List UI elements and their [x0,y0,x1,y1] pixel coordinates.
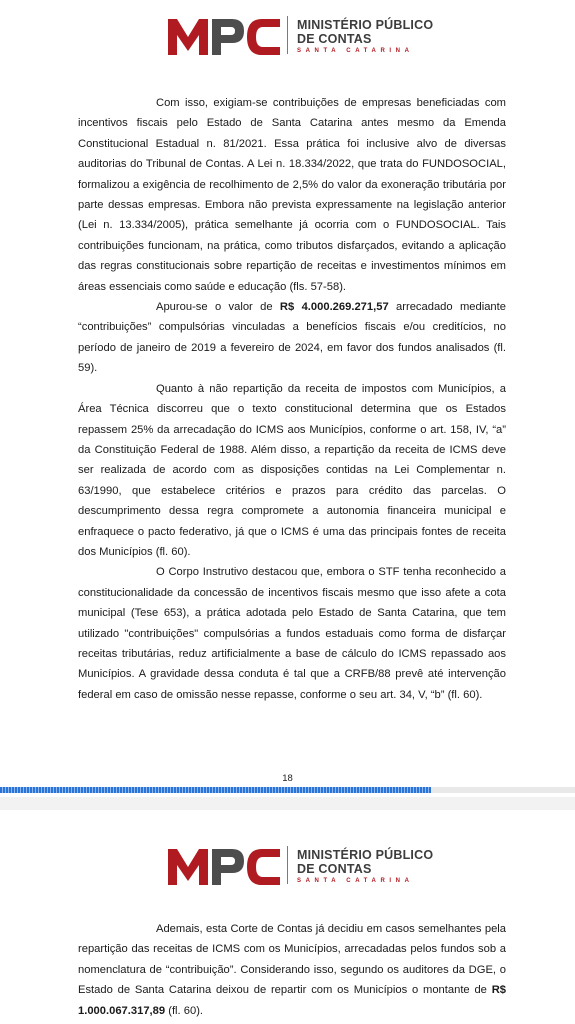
page-body [78,93,506,705]
mpc-logo-mark [168,17,280,55]
highlighted-amount: R$ 1.000.067.317,89 [78,984,506,1017]
highlighted-amount: R$ 4.000.269.271,57 [279,301,389,314]
mpc-logo [168,844,434,890]
paragraph: Com isso, exigiam-se contribuições de empresas beneficiadas com incentivos fiscais pelo Estado de Santa Catarina antes mesmo da Emenda Constitucional Estadual n. 81/2021. Essa prática foi inclusive alvo de diversas auditorias do Tribunal de Contas. A Lei n. 18.334/2022, que trata do FUNDOSOCIAL, formalizou a exigência de recolhimento de 2,5% do valor da exoneração tributária por parte dessas empresas. Embora não prevista expressamente na legislação anterior (Lei n. 13.334/2005), prática semelhante já ocorria com o FUNDOSOCIAL. Tais contribuições funcionam, na prática, como tributos disfarçados, evitando a aplicação das regras constitucionais sobre repartição de receitas e investimentos mínimos em áreas essenciais como saúde e educação (fls. 57-58). [78,97,506,293]
logo-separator [287,846,288,884]
logo-line-2: DE CONTAS [297,32,372,46]
logo-line-2: DE CONTAS [297,862,372,876]
page-body [78,919,506,1021]
logo-line-1: MINISTÉRIO PÚBLICO [297,848,434,862]
mpc-logo [168,14,434,60]
paragraph: Apurou-se o valor de R$ 4.000.269.271,57 arrecadado mediante “contribuições” compulsórias vinculadas a benefícios fiscais e/ou creditícios, no período de janeiro de 2019 a fevereiro de 2024, em favor dos fundos analisados (fl. 59). [78,301,506,375]
page-number: 18 [282,773,293,784]
scroll-progress-bar[interactable] [0,787,575,793]
logo-line-3: SANTA CATARINA [297,48,414,54]
mpc-logo-mark [168,847,280,885]
paragraph: Ademais, esta Corte de Contas já decidiu em casos semelhantes pela repartição das receitas de ICMS com os Municípios, arrecadadas pelos fundos sob a nomenclatura de “contribuição”. Considerando isso, segundo os auditores da DGE, o Estado de Santa Catarina deixou de repartir com os Municípios o montante de R$ 1.000.067.317,89 (fl. 60). [78,923,506,1017]
logo-line-1: MINISTÉRIO PÚBLICO [297,18,434,32]
logo-separator [287,16,288,54]
paragraph: Quanto à não repartição da receita de impostos com Municípios, a Área Técnica discorreu que o texto constitucional determina que os Estados repassem 25% da arrecadação do ICMS aos Municípios, conforme o art. 158, IV, “a” da Constituição Federal de 1988. Além disso, a repartição da receita de ICMS deve ser realizada de acordo com as disposições contidas na Lei Complementar n. 63/1990, que estabelece critérios e prazos para crédito das parcelas. O descumprimento dessa regra compromete a autonomia financeira municipal e enfraquece o pacto federativo, já que o ICMS é uma das principais fontes de receita dos Municípios (fl. 60). [78,382,506,558]
logo-line-3: SANTA CATARINA [297,878,414,884]
scroll-progress-fill [0,787,431,793]
paragraph: O Corpo Instrutivo destacou que, embora o STF tenha reconhecido a constitucionalidade da concessão de incentivos fiscais mesmo que isso afete a cota municipal (Tese 653), a prática adotada pelo Estado de Santa Catarina, que tem utilizado "contribuições" compulsórias a fundos estaduais como forma de disfarçar receitas tributárias, reduz artificialmente a base de cálculo do ICMS repassado aos Municípios. A gravidade dessa conduta é tal que a CRFB/88 prevê até intervenção federal em caso de omissão nesse repasse, conforme o seu art. 34, V, “b” (fl. 60). [78,566,506,701]
document-page-19 [0,810,575,1024]
